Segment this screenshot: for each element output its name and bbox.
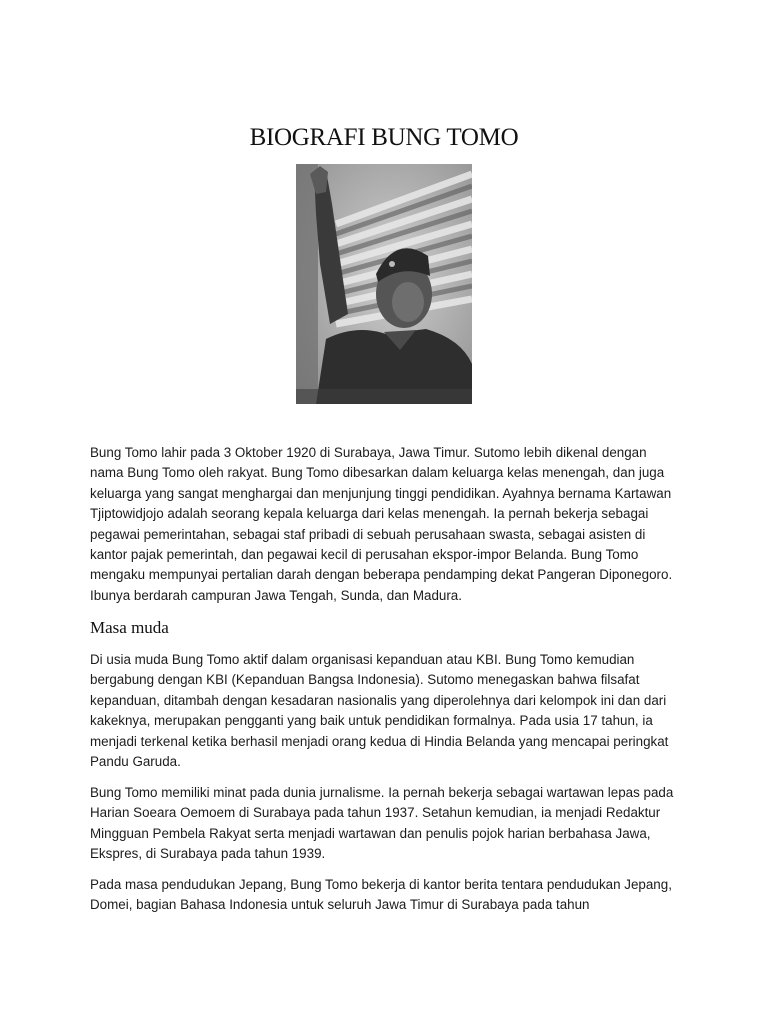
- portrait-photo: [296, 164, 472, 404]
- document-title: BIOGRAFI BUNG TOMO: [249, 124, 519, 151]
- paragraph-intro: Bung Tomo lahir pada 3 Oktober 1920 di Surabaya, Jawa Timur. Sutomo lebih dikenal dengan nama Bung Tomo oleh rakyat. Bung Tomo dibesarkan dalam keluarga kelas menengah, dan juga keluarga yang sangat menghargai dan menjunjung tinggi pendidikan. Ayahnya bernama Kartawan Tjiptowidjojo adalah seorang kepala keluarga dari kelas menengah. Ia pernah bekerja sebagai pegawai pemerintahan, sebagai staf pribadi di sebuah perusahaan swasta, sebagai asisten di kantor pajak pemerintah, dan pegawai kecil di perusahan ekspor-impor Belanda. Bung Tomo mengaku mempunyai pertalian darah dengan beberapa pendamping dekat Pangeran Diponegoro. Ibunya berdarah campuran Jawa Tengah, Sunda, dan Madura.: [90, 445, 673, 603]
- section-heading-masa-muda: Masa muda: [90, 618, 169, 637]
- paragraph-masa-muda: Di usia muda Bung Tomo aktif dalam organisasi kepanduan atau KBI. Bung Tomo kemudian bergabung dengan KBI (Kepanduan Bangsa Indonesia). Sutomo menegaskan bahwa filsafat kepanduan, ditambah dengan kesadaran nasionalis yang diperolehnya dari kelompok ini dan dari kakeknya, merupakan pengganti yang baik untuk pendidikan formalnya. Pada usia 17 tahun, ia menjadi terkenal ketika berhasil menjadi orang kedua di Hindia Belanda yang mencapai peringkat Pandu Garuda.: [90, 652, 669, 770]
- paragraph-jurnalisme: Bung Tomo memiliki minat pada dunia jurnalisme. Ia pernah bekerja sebagai wartawan lepas pada Harian Soeara Oemoem di Surabaya pada tahun 1937. Setahun kemudian, ia menjadi Redaktur Mingguan Pembela Rakyat serta menjadi wartawan dan penulis pojok harian berbahasa Jawa, Ekspres, di Surabaya pada tahun 1939.: [90, 785, 674, 862]
- paragraph-jepang: Pada masa pendudukan Jepang, Bung Tomo bekerja di kantor berita tentara pendudukan Jepang, Domei, bagian Bahasa Indonesia untuk seluruh Jawa Timur di Surabaya pada tahun: [90, 877, 672, 913]
